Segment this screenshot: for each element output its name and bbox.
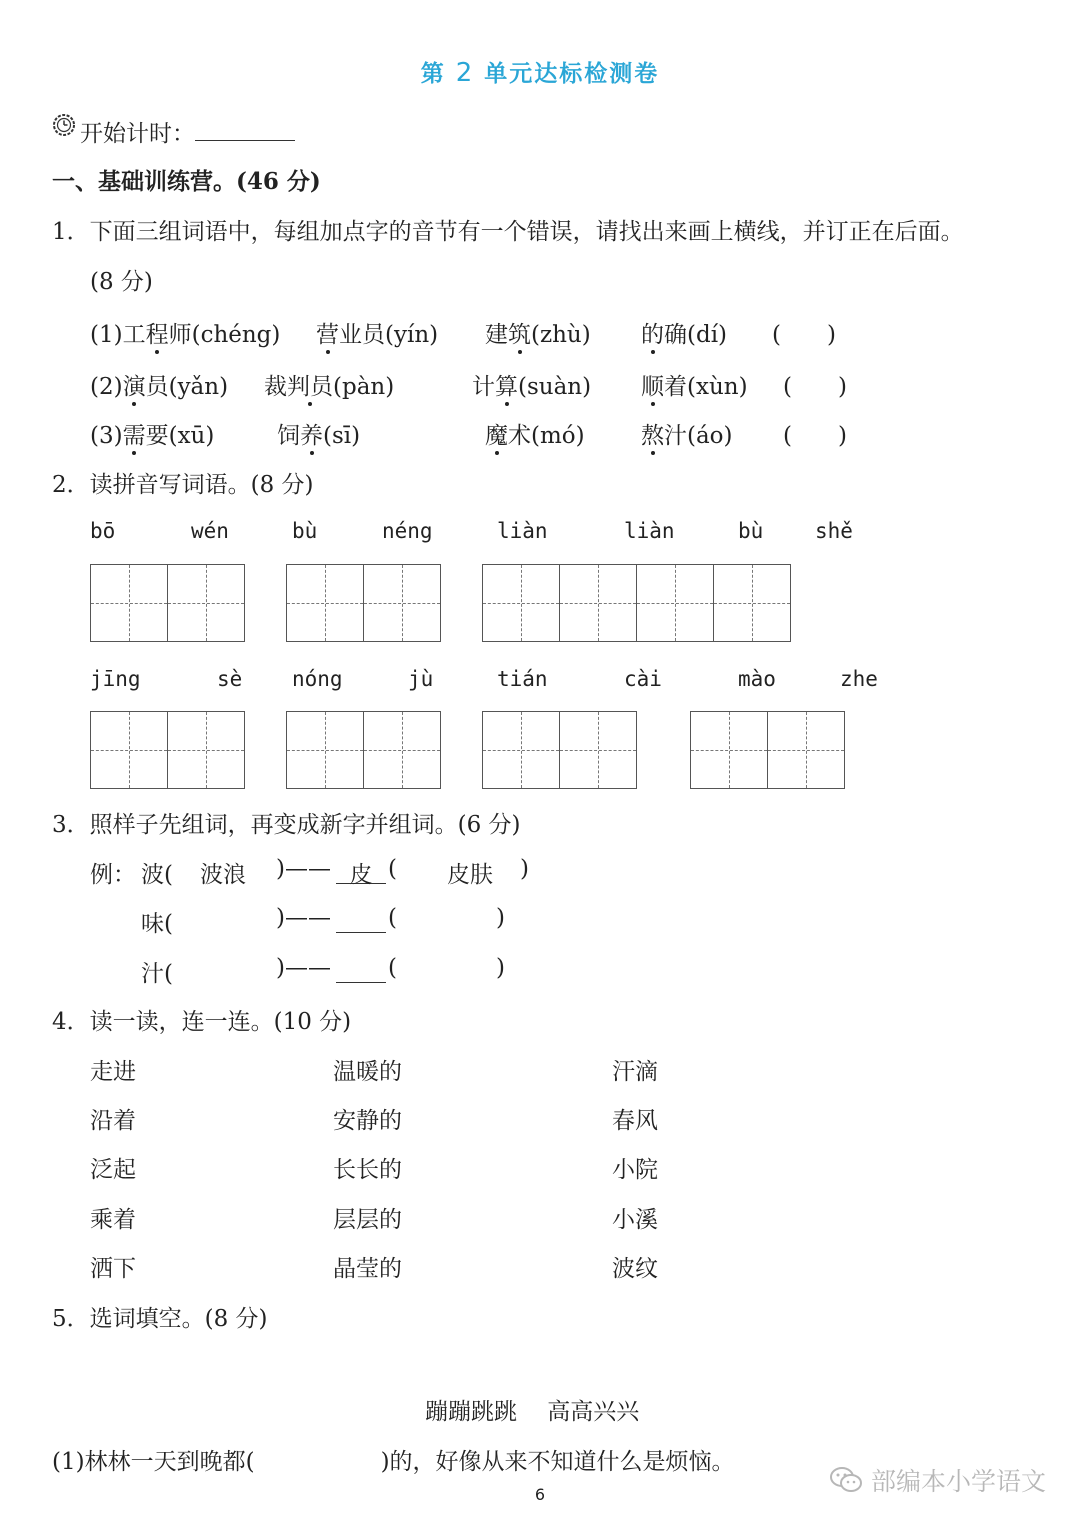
q5-options: 蹦蹦跳跳 高高兴兴: [425, 1399, 640, 1425]
q3-example-newchar: 皮: [336, 856, 386, 884]
q3-example-word: 波浪: [200, 862, 246, 888]
q3-example-label: 例：: [90, 862, 136, 888]
pinyin-8: shě: [815, 519, 853, 543]
q4-col1-item[interactable]: 泛起: [90, 1157, 136, 1183]
q3-row2-blank[interactable]: [336, 982, 386, 983]
q3-row1-dash: )——: [276, 905, 331, 931]
pinyin-15: mào: [738, 667, 776, 691]
q1-row1-item2: 营业员(yín): [316, 322, 439, 348]
question-3-text: 3．照样子先组词，再变成新字并组词。(6 分): [52, 812, 521, 838]
q1-row1-item3: 建筑(zhù): [485, 322, 591, 348]
pinyin-6: liàn: [624, 519, 675, 543]
pinyin-16: zhe: [840, 667, 878, 691]
q1-row1-item4: 的确(dí): [641, 322, 728, 348]
q1-row2-item2: 裁判员(pàn): [264, 374, 395, 400]
q3-example-open: (: [388, 856, 397, 882]
q4-col2-item[interactable]: 安静的: [333, 1108, 402, 1134]
q4-col1-item[interactable]: 洒下: [90, 1256, 136, 1282]
q4-col2-item[interactable]: 温暖的: [333, 1059, 402, 1085]
watermark: 部编本小学语文: [829, 1462, 1046, 1498]
question-5-text: 5．选词填空。(8 分): [52, 1306, 268, 1332]
q1-row3-item1: (3)需要(xū): [90, 423, 215, 449]
writing-grid[interactable]: [482, 564, 791, 642]
page-title: 第 2 单元达标检测卷: [420, 58, 660, 88]
q4-col2-item[interactable]: 晶莹的: [333, 1256, 402, 1282]
q1-row2-item3: 计算(suàn): [472, 374, 592, 400]
q3-example-dash: )——: [276, 856, 331, 882]
q4-col1-item[interactable]: 走进: [90, 1059, 136, 1085]
q3-example-char: 波(: [141, 862, 173, 888]
q3-row1-char: 味(: [141, 911, 173, 937]
q3-row1-open: (: [388, 905, 397, 931]
q1-row2-item1: (2)演员(yǎn): [90, 374, 229, 400]
pinyin-3: bù: [292, 519, 318, 543]
pinyin-14: cài: [624, 667, 662, 691]
q1-row1-answer[interactable]: ( ): [772, 322, 836, 348]
q4-col3-item[interactable]: 波纹: [612, 1256, 658, 1282]
pinyin-10: sè: [217, 667, 243, 691]
q4-col3-item[interactable]: 春风: [612, 1108, 658, 1134]
pinyin-5: liàn: [497, 519, 548, 543]
q4-col2-item[interactable]: 层层的: [333, 1207, 402, 1233]
q1-row3-item3: 魔术(mó): [485, 423, 585, 449]
question-2-text: 2．读拼音写词语。(8 分): [52, 472, 314, 498]
q4-col2-item[interactable]: 长长的: [333, 1157, 402, 1183]
q4-col3-item[interactable]: 汗滴: [612, 1059, 658, 1085]
q3-row1-blank[interactable]: [336, 932, 386, 933]
q3-example-word2: 皮肤: [447, 862, 493, 888]
q4-col3-item[interactable]: 小院: [612, 1157, 658, 1183]
pinyin-4: néng: [382, 519, 433, 543]
writing-grid[interactable]: [286, 564, 441, 642]
q1-row1-item1: (1)工程师(chéng): [90, 322, 281, 348]
pinyin-1: bō: [90, 519, 116, 543]
q3-row2-char: 汁(: [141, 961, 173, 987]
timer-label: 开始计时：: [80, 115, 295, 148]
q3-example-close: ): [520, 856, 529, 882]
q1-row3-answer[interactable]: ( ): [783, 423, 847, 449]
timer-blank[interactable]: [195, 120, 295, 141]
q3-row2-dash: )——: [276, 955, 331, 981]
q4-col1-item[interactable]: 乘着: [90, 1207, 136, 1233]
q3-row2-close: ): [496, 955, 505, 981]
question-1-score: (8 分): [90, 269, 153, 295]
page-number: 6: [534, 1485, 546, 1504]
section-heading: 一、基础训练营。(46 分): [52, 168, 321, 195]
writing-grid[interactable]: [286, 711, 441, 789]
question-1-text: 1．下面三组词语中，每组加点字的音节有一个错误，请找出来画上横线，并订正在后面。: [52, 219, 964, 245]
pinyin-9: jīng: [90, 667, 141, 691]
q1-row2-answer[interactable]: ( ): [783, 374, 847, 400]
q1-row3-item2: 饲养(sī): [277, 423, 361, 449]
pinyin-11: nóng: [292, 667, 343, 691]
q5-sentence-1: (1)林林一天到晚都( )的，好像从来不知道什么是烦恼。: [52, 1449, 735, 1475]
writing-grid[interactable]: [90, 711, 245, 789]
q1-row3-item4: 熬汁(áo): [641, 423, 733, 449]
clock-icon: [52, 113, 76, 137]
pinyin-7: bù: [738, 519, 764, 543]
writing-grid[interactable]: [90, 564, 245, 642]
pinyin-13: tián: [497, 667, 548, 691]
writing-grid[interactable]: [690, 711, 845, 789]
q3-row1-close: ): [496, 905, 505, 931]
q4-col1-item[interactable]: 沿着: [90, 1108, 136, 1134]
writing-grid[interactable]: [482, 711, 637, 789]
question-4-text: 4．读一读，连一连。(10 分): [52, 1009, 352, 1035]
q4-col3-item[interactable]: 小溪: [612, 1207, 658, 1233]
q1-row2-item4: 顺着(xùn): [641, 374, 748, 400]
q3-row2-open: (: [388, 955, 397, 981]
pinyin-12: jù: [408, 667, 434, 691]
pinyin-2: wén: [191, 519, 229, 543]
